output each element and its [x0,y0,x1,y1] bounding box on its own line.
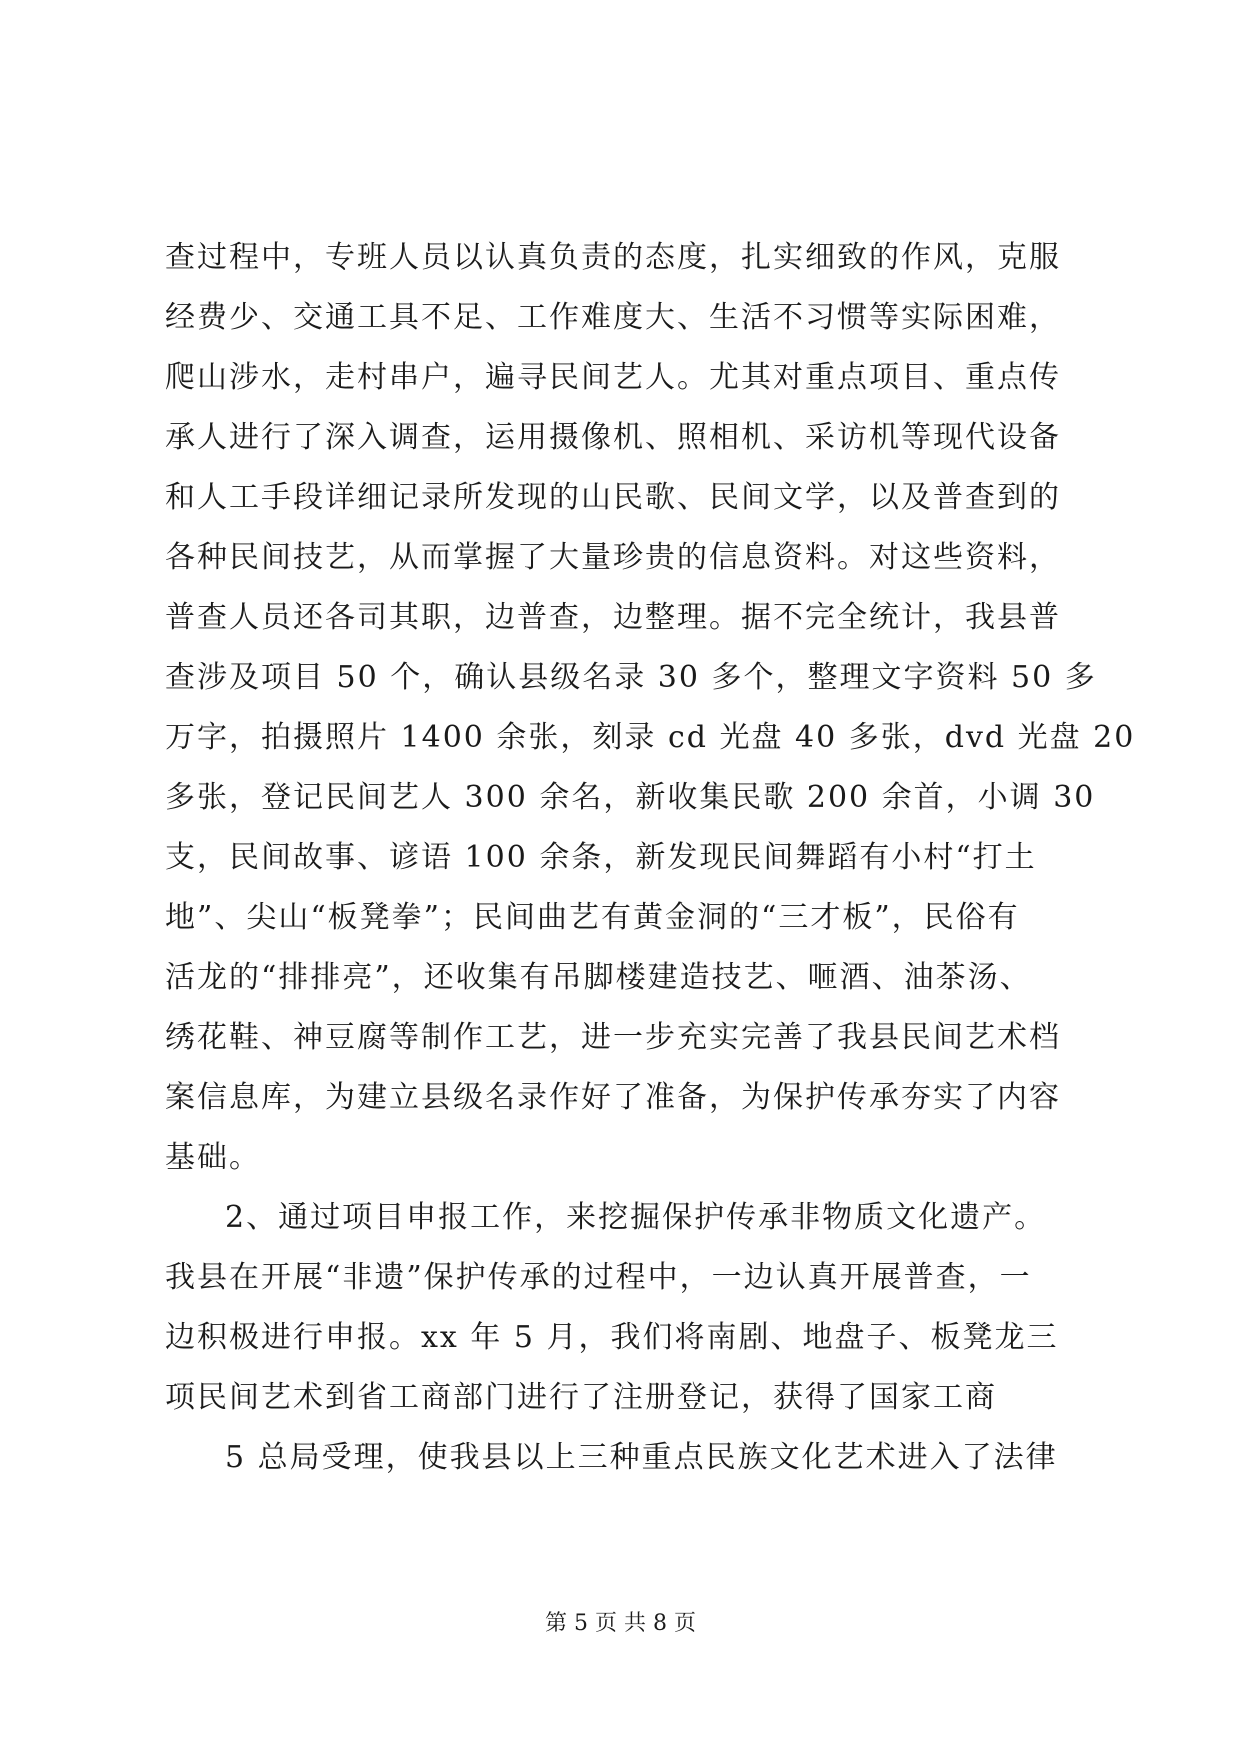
text-line: 边积极进行申报。xx 年 5 月，我们将南剧、地盘子、板凳龙三 [165,1320,1059,1355]
text-line: 支，民间故事、谚语 100 余条，新发现民间舞蹈有小村“打土 [165,840,1037,875]
text-line: 和人工手段详细记录所发现的山民歌、民间文学，以及普查到的 [165,480,1061,515]
text-line: 承人进行了深入调查，运用摄像机、照相机、采访机等现代设备 [165,420,1061,455]
text-line: 爬山涉水，走村串户，遍寻民间艺人。尤其对重点项目、重点传 [165,360,1061,395]
text-line: 项民间艺术到省工商部门进行了注册登记，获得了国家工商 [165,1380,997,1415]
text-line: 案信息库，为建立县级名录作好了准备，为保护传承夯实了内容 [165,1080,1061,1115]
text-line: 5 总局受理，使我县以上三种重点民族文化艺术进入了法律 [225,1440,1058,1475]
text-line: 地”、尖山“板凳拳”；民间曲艺有黄金洞的“三才板”，民俗有 [165,900,1020,935]
text-line: 经费少、交通工具不足、工作难度大、生活不习惯等实际困难， [165,300,1061,335]
text-line: 查涉及项目 50 个，确认县级名录 30 多个，整理文字资料 50 多 [165,660,1097,695]
text-line: 基础。 [165,1140,261,1175]
text-line: 各种民间技艺，从而掌握了大量珍贵的信息资料。对这些资料， [165,540,1061,575]
text-line: 多张，登记民间艺人 300 余名，新收集民歌 200 余首，小调 30 [165,780,1096,815]
text-line: 绣花鞋、神豆腐等制作工艺，进一步充实完善了我县民间艺术档 [165,1020,1061,1055]
text-line: 万字，拍摄照片 1400 余张，刻录 cd 光盘 40 多张，dvd 光盘 20 [165,720,1136,755]
paragraph-start-line: 2、通过项目申报工作，来挖掘保护传承非物质文化遗产。 [225,1200,1047,1235]
page-number-footer: 第 5 页 共 8 页 [545,1611,696,1636]
text-line: 普查人员还各司其职，边普查，边整理。据不完全统计，我县普 [165,600,1061,635]
text-line: 我县在开展“非遗”保护传承的过程中，一边认真开展普查，一 [165,1260,1032,1295]
text-line: 查过程中，专班人员以认真负责的态度，扎实细致的作风，克服 [165,240,1061,275]
document-body [165,228,1136,1488]
text-line: 活龙的“排排亮”，还收集有吊脚楼建造技艺、咂酒、油茶汤、 [165,960,1032,995]
